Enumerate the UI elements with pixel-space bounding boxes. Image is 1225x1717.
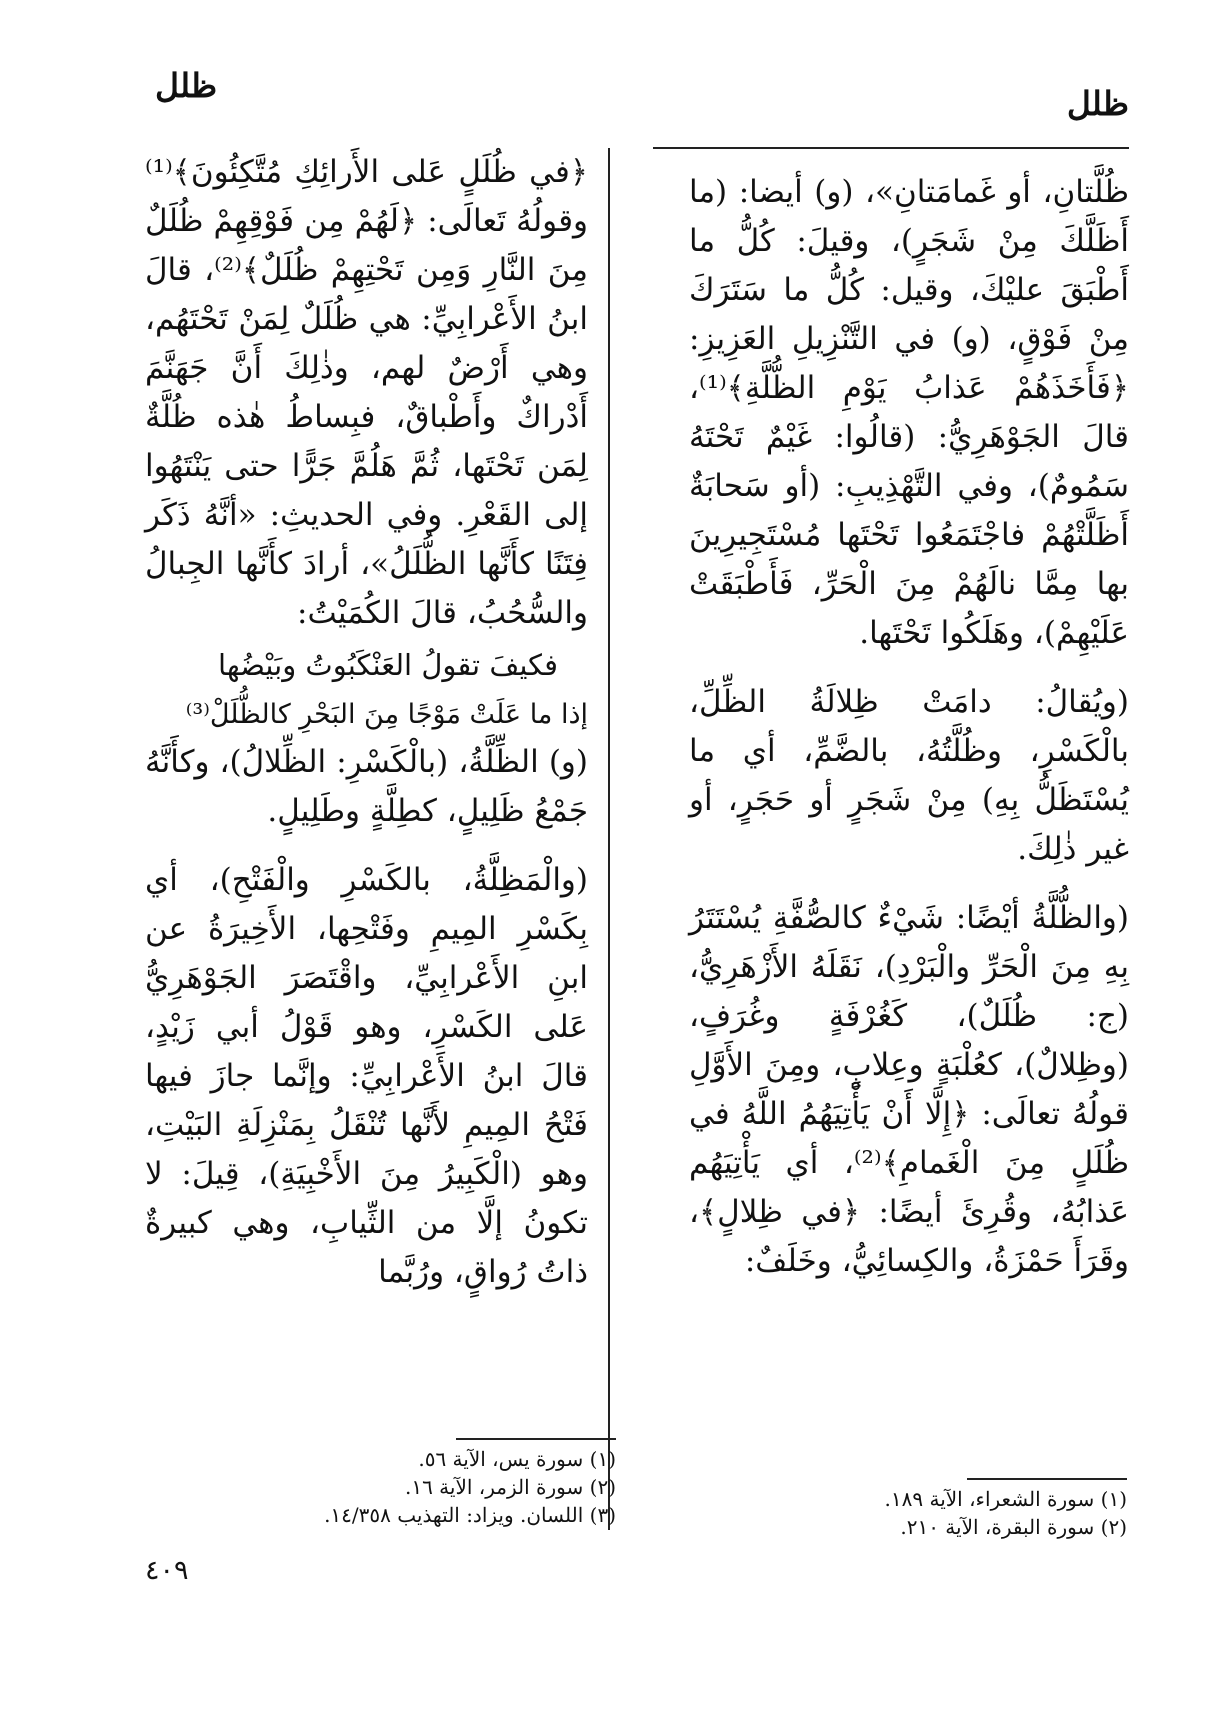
column-divider (608, 148, 610, 1530)
left-column (145, 148, 588, 1297)
footnote: (٢) سورة الزمر، الآية ١٦. (404, 1475, 616, 1499)
footnote: (١) سورة الشعراء، الآية ١٨٩. (884, 1487, 1127, 1511)
right-column (689, 168, 1129, 1286)
entry-paragraph: (والْمَظِلَّةُ، بالكَسْرِ والْفَتْحِ)، أي بِكَسْرِ المِيمِ وفَتْحِها، الأَخِيرَةُ عن ابنِ الأَعْرابِيِّ، واقْتَصَرَ الجَوْهَرِيُّ عَلى الكَسْرِ، وهو قَوْلُ أبي زَيْدٍ، قالَ ابنُ الأَعْرابِيِّ: وإنَّما جازَ فيها فَتْحُ المِيمِ لأَنَّها تُنْقَلُ بِمَنْزِلَةِ البَيْتِ، وهو (الْكَبِيرُ مِنَ الأَخْبِيَةِ)، قِيلَ: لا تكونُ إلَّا من الثِّيابِ، وهي كبيرةٌ ذاتُ رُواقٍ، ورُبَّما (145, 862, 588, 1290)
header-rule (653, 147, 1129, 149)
entry-paragraph: ﴿في ظُلَلٍ عَلى الأَرائِكِ مُتَّكِئُونَ﴾⁽¹⁾ وقولُهُ تَعالَى: ﴿لَهُمْ مِن فَوْقِهِمْ ظُلَلٌ مِنَ النَّارِ وَمِن تَحْتِهِمْ ظُلَلٌ﴾⁽²⁾، قالَ ابنُ الأَعْرابِيِّ: هي ظُلَلٌ لِمَنْ تَحْتَهُم، وهي أَرْضٌ لهم، وذٰلِكَ أَنَّ جَهَنَّمَ أَدْراكٌ وأَطْباقٌ، فبِساطُ هٰذه ظُلَّةٌ لِمَن تَحْتَها، ثُمَّ هَلُمَّ جَرًّا حتى يَنْتَهُوا إلى القَعْرِ. وفي الحديثِ: «أنَّهُ ذَكَر فِتَنًا كأَنَّها الظُّلَلُ»، أرادَ كأَنَّها الجِبالُ والسُّحُبُ، قالَ الكُمَيْتُ: (145, 154, 588, 631)
footnotes-left (186, 1445, 616, 1529)
entry-paragraph: ظُلَّتانِ، أو غَمامَتانِ»، (و) أيضا: (ما أَظَلَّكَ مِنْ شَجَرٍ)، وقيلَ: كُلُّ ما أَطْبَقَ عليْكَ، وقيل: كُلُّ ما سَتَرَكَ مِنْ فَوْقٍ، (و) في التَّنْزِيلِ العَزِيزِ: ﴿فَأَخَذَهُمْ عَذابُ يَوْمِ الظُّلَّةِ﴾⁽¹⁾، قالَ الجَوْهَرِيُّ: (قالُوا: غَيْمٌ تَحْتَهُ سَمُومٌ)، وفي التَّهْذِيبِ: (أو سَحابَةٌ أَظَلَّتْهُمْ فاجْتَمَعُوا تَحْتَها مُسْتَجِيرِينَ بها مِمَّا نالَهُمْ مِنَ الْحَرِّ، فَأَطْبَقَتْ عَلَيْهِمْ)، وهَلَكُوا تَحْتَها. (689, 174, 1129, 651)
footnotes-right (687, 1485, 1127, 1541)
footnote-rule-left (456, 1438, 616, 1440)
footnote: (١) سورة يس، الآية ٥٦. (418, 1447, 616, 1471)
poetry-verse: إذا ما عَلَتْ مَوْجًا مِنَ البَحْرِ كالظُّلَلْ⁽³⁾ (185, 699, 588, 730)
running-headword-left: ظلل (155, 66, 218, 105)
entry-paragraph: (و) الظِّلَّةُ، (بالْكَسْرِ: الظِّلالُ)، وكأَنَّهُ جَمْعُ ظَلِيلٍ، كطِلَّةٍ وطَلِيلٍ. (145, 744, 588, 829)
footnote-rule-right (967, 1478, 1127, 1480)
footnote: (٣) اللسان. ويزاد: التهذيب ١٤/٣٥٨. (324, 1503, 616, 1527)
poetry-verse: فكيفَ تقولُ العَنْكَبُوتُ وبَيْضُها (218, 648, 558, 682)
running-headword-right: ظلل (1066, 84, 1129, 123)
footnote: (٢) سورة البقرة، الآية ٢١٠. (900, 1515, 1127, 1539)
page-number: ٤٠٩ (145, 1555, 189, 1586)
entry-paragraph: (والظُّلَّةُ أيْضًا: شَيْءٌ كالصُّفَّةِ يُسْتَتَرُ بِهِ مِنَ الْحَرِّ والْبَرْدِ)، نَقَلَهُ الأَزْهَرِيُّ، (ج: ظُلَلٌ)، كَغُرْفَةٍ وغُرَفٍ، (وظِلالٌ)، كعُلْبَةٍ وعِلابٍ، ومِنَ الأَوَّلِ قولُهُ تعالَى: ﴿إِلَّا أَنْ يَأْتِيَهُمُ اللَّهُ في ظُلَلٍ مِنَ الْغَمامِ﴾⁽²⁾، أي يَأْتِيَهُم عَذابُهُ، وقُرِئَ أيضًا: ﴿في ظِلالٍ﴾، وقَرَأَ حَمْزَةُ، والكِسائِيُّ، وخَلَفٌ: (689, 900, 1129, 1279)
entry-paragraph: (ويُقالُ: دامَتْ ظِلالَةُ الظِّلِّ، بالْكَسْرِ، وظُلَّتُهُ، بالضَّمِّ، أي ما يُسْتَظَلُّ بِهِ) مِنْ شَجَرٍ أو حَجَرٍ، أو غير ذٰلِكَ. (689, 684, 1129, 867)
